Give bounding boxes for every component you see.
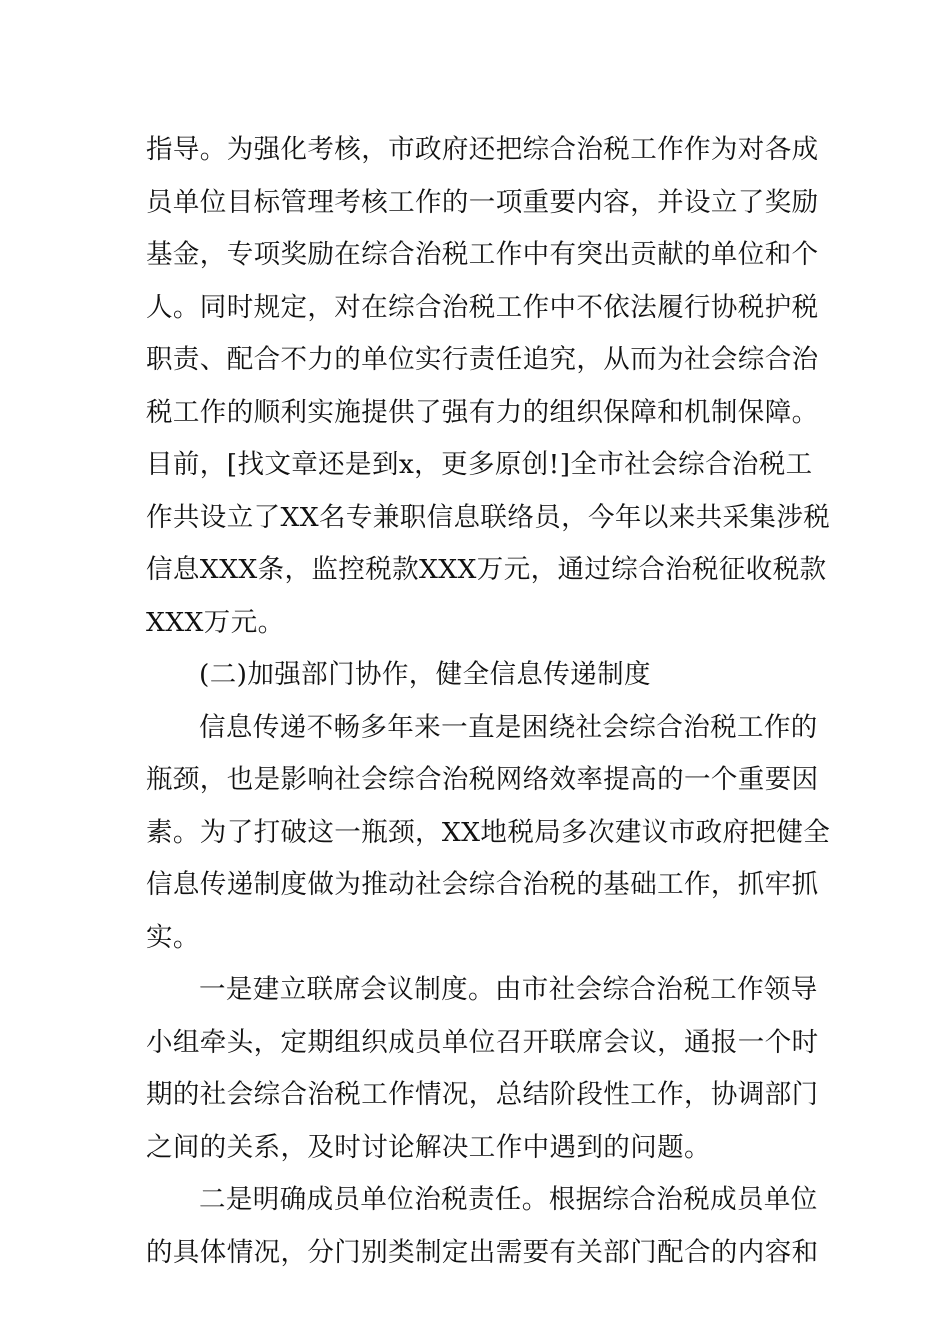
text-line: 税工作的顺利实施提供了强有力的组织保障和机制保障。	[146, 396, 819, 428]
text-line: 人。同时规定，对在综合治税工作中不依法履行协税护税	[146, 291, 819, 323]
text-line: 二是明确成员单位治税责任。根据综合治税成员单位	[199, 1184, 818, 1215]
text-line: 实。	[146, 921, 200, 953]
text-line: 的具体情况，分门别类制定出需要有关部门配合的内容和	[146, 1236, 819, 1268]
text-line: 一是建立联席会议制度。由市社会综合治税工作领导	[199, 974, 818, 1005]
text-line: 职责、配合不力的单位实行责任追究，从而为社会综合治	[146, 344, 819, 375]
text-line: 小组牵头，定期组织成员单位召开联席会议，通报一个时	[146, 1026, 819, 1058]
text-line: 信息传递不畅多年来一直是困绕社会综合治税工作的	[199, 711, 818, 743]
text-line: 之间的关系，及时讨论解决工作中遇到的问题。	[146, 1131, 711, 1163]
text-line: 作共设立了XX名专兼职信息联络员，今年以来共采集涉税	[146, 501, 831, 533]
text-line: XXX万元。	[146, 606, 285, 638]
text-line: 瓶颈，也是影响社会综合治税网络效率提高的一个重要因	[146, 764, 819, 795]
text-line: 目前，[找文章还是到x，更多原创!]全市社会综合治税工	[146, 449, 813, 480]
text-line: 员单位目标管理考核工作的一项重要内容，并设立了奖励	[146, 186, 819, 218]
text-line: 指导。为强化考核，市政府还把综合治税工作作为对各成	[146, 134, 819, 165]
text-line: 素。为了打破这一瓶颈，XX地税局多次建议市政府把健全	[146, 816, 831, 848]
text-line: 信息XXX条，监控税款XXX万元，通过综合治税征收税款	[146, 554, 827, 585]
text-line: 期的社会综合治税工作情况，总结阶段性工作，协调部门	[146, 1079, 819, 1110]
document-body	[146, 124, 831, 1279]
text-line: 基金，专项奖励在综合治税工作中有突出贡献的单位和个	[146, 239, 819, 270]
text-line: 信息传递制度做为推动社会综合治税的基础工作，抓牢抓	[146, 869, 819, 900]
text-line: (二)加强部门协作，健全信息传递制度	[199, 659, 651, 690]
